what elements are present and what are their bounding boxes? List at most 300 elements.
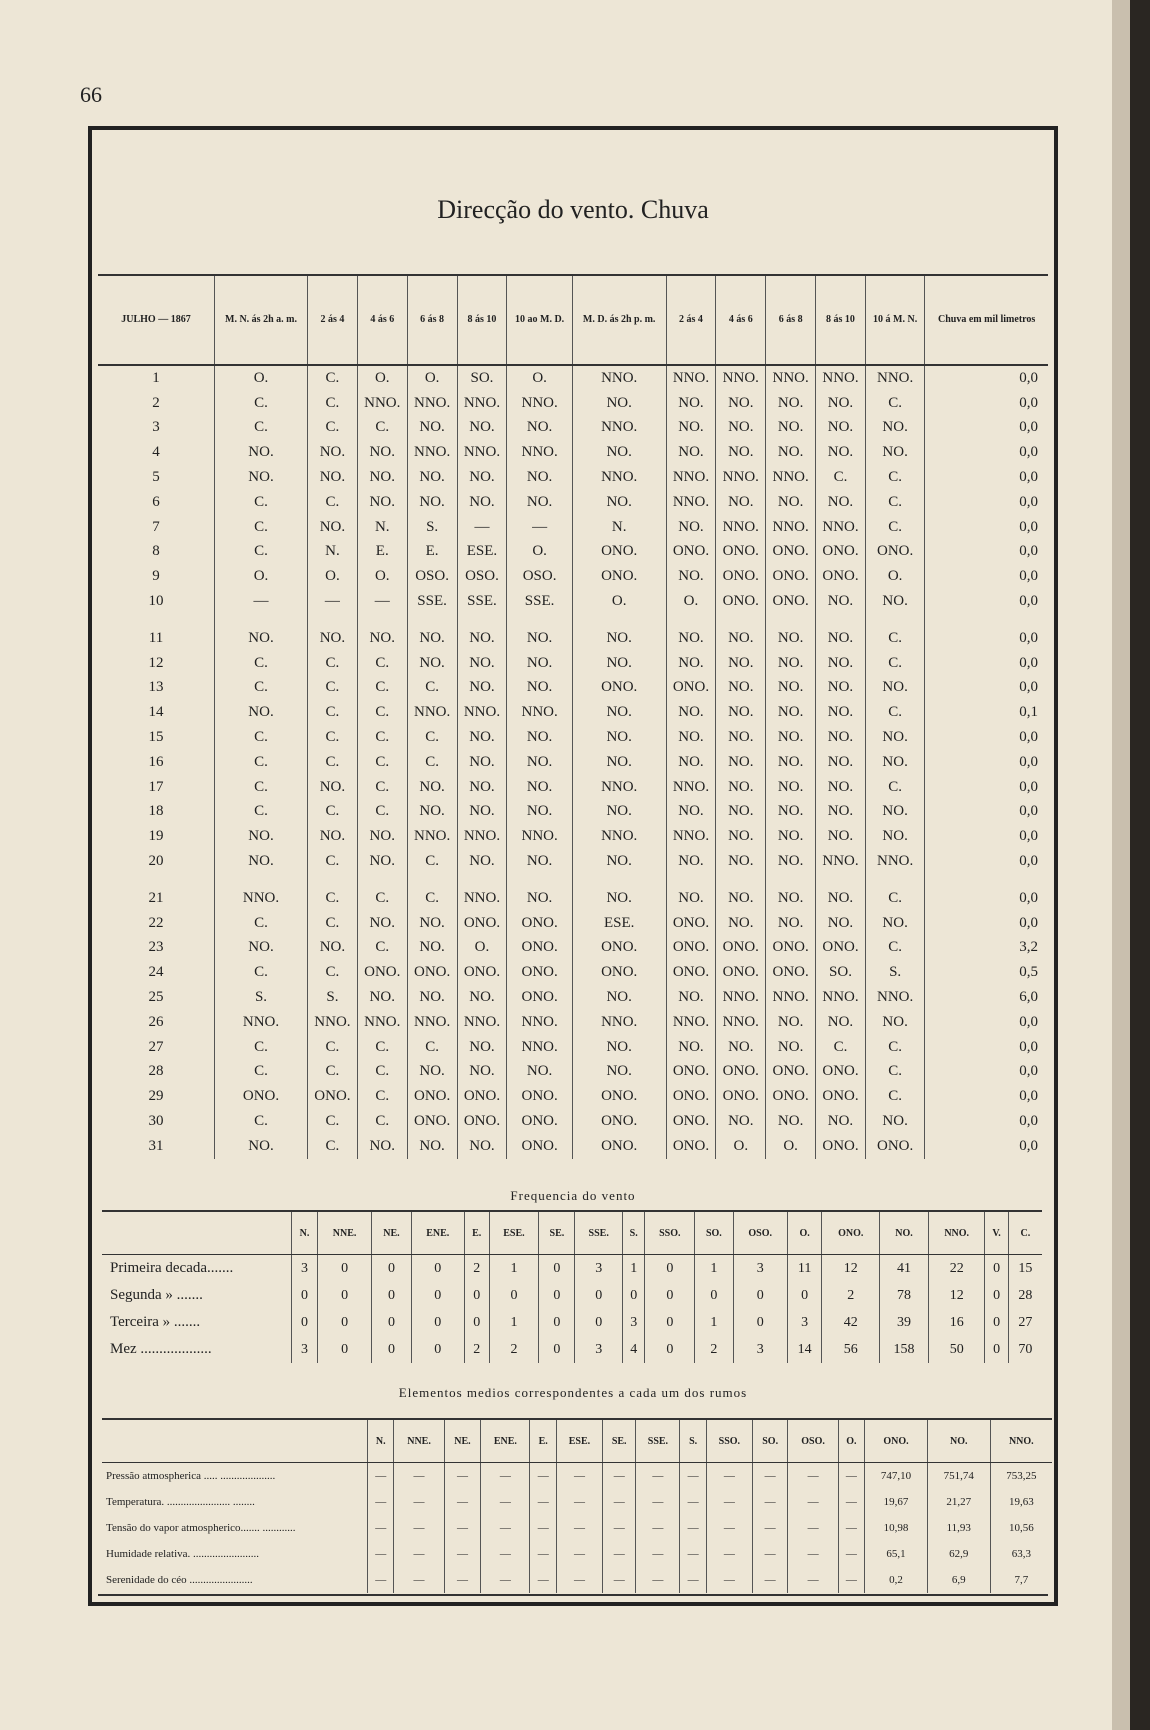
table-cell: NO.	[507, 775, 572, 800]
column-header: 2 ás 4	[666, 275, 716, 365]
table-cell: NO.	[357, 824, 407, 849]
table-cell: ONO.	[507, 1109, 572, 1134]
table-cell: NNO.	[457, 700, 507, 725]
table-cell: NO.	[816, 490, 866, 515]
table-cell: C.	[215, 1060, 308, 1085]
elements-cell: —	[394, 1567, 444, 1593]
table-cell: NO.	[716, 490, 766, 515]
table-frame	[88, 126, 1058, 1606]
elements-cell: —	[680, 1489, 706, 1515]
frequency-cell: 3	[292, 1336, 318, 1363]
table-cell: NO.	[407, 1134, 457, 1159]
table-cell: NO.	[766, 1010, 816, 1035]
elements-row	[102, 1541, 1052, 1567]
table-cell: C.	[308, 750, 358, 775]
table-cell: 0,0	[925, 564, 1048, 589]
elements-column-header: ENE.	[481, 1419, 530, 1463]
table-cell: ONO.	[407, 960, 457, 985]
table-cell: NO.	[865, 440, 924, 465]
day-cell: 7	[152, 518, 160, 535]
table-cell: C.	[357, 700, 407, 725]
frequency-cell: 0	[733, 1309, 787, 1336]
table-cell: ONO.	[457, 911, 507, 936]
table-cell: NO.	[572, 800, 666, 825]
table-cell: C.	[865, 700, 924, 725]
table-cell: C.	[357, 1109, 407, 1134]
table-cell: NO.	[766, 1035, 816, 1060]
frequency-column-header: SO.	[695, 1211, 733, 1255]
elements-cell: —	[706, 1567, 752, 1593]
table-cell: ONO.	[766, 1084, 816, 1109]
column-header: 2 ás 4	[308, 275, 358, 365]
frequency-cell: 0	[411, 1282, 464, 1309]
table-cell: ONO.	[507, 1084, 572, 1109]
elements-cell: —	[530, 1541, 556, 1567]
table-cell: NO.	[716, 1109, 766, 1134]
day-cell: 15	[148, 729, 164, 746]
day-cell: 22	[148, 914, 164, 931]
table-cell: O.	[457, 936, 507, 961]
table-cell: NNO.	[666, 365, 716, 391]
table-cell: O.	[666, 589, 716, 614]
table-cell: NO.	[666, 700, 716, 725]
frequency-title: Frequencia do vento	[510, 1188, 636, 1203]
elements-cell: —	[706, 1541, 752, 1567]
elements-cell: —	[680, 1515, 706, 1541]
table-cell: C.	[308, 874, 358, 911]
page-edge	[1112, 0, 1130, 1730]
elements-cell: 19,67	[865, 1489, 928, 1515]
frequency-cell: 0	[539, 1336, 575, 1363]
table-cell: C.	[816, 1035, 866, 1060]
elements-cell: —	[706, 1489, 752, 1515]
table-row	[98, 1109, 1048, 1134]
table-row	[98, 1010, 1048, 1035]
frequency-cell: 0	[489, 1282, 539, 1309]
frequency-corner	[102, 1211, 292, 1255]
table-header-row	[98, 275, 1048, 365]
table-cell: NNO.	[215, 874, 308, 911]
table-cell: NO.	[666, 874, 716, 911]
elements-cell: 6,9	[927, 1567, 990, 1593]
elements-cell: —	[368, 1567, 394, 1593]
table-cell: C.	[357, 651, 407, 676]
elements-row-label: Serenidade do céo .......................	[106, 1574, 253, 1586]
table-cell: ONO.	[865, 1134, 924, 1159]
frequency-cell: 1	[622, 1255, 645, 1283]
elements-column-header: NNE.	[394, 1419, 444, 1463]
table-cell: NO.	[716, 911, 766, 936]
table-row	[98, 700, 1048, 725]
table-cell: NO.	[457, 651, 507, 676]
elements-column-header: N.	[368, 1419, 394, 1463]
table-cell: NO.	[716, 849, 766, 874]
day-cell: 30	[148, 1113, 164, 1129]
elements-cell: —	[680, 1541, 706, 1567]
table-row	[98, 725, 1048, 750]
table-cell: ONO.	[865, 540, 924, 565]
table-cell: NO.	[816, 589, 866, 614]
table-cell: C.	[865, 465, 924, 490]
table-cell: NO.	[308, 465, 358, 490]
frequency-cell: 50	[928, 1336, 985, 1363]
table-cell: NO.	[816, 700, 866, 725]
table-cell: ESE.	[572, 911, 666, 936]
table-cell: ONO.	[666, 676, 716, 701]
frequency-cell: 2	[464, 1255, 489, 1283]
table-cell: C.	[816, 465, 866, 490]
table-cell: NO.	[816, 874, 866, 911]
elements-column-header: ONO.	[865, 1419, 928, 1463]
table-row	[98, 515, 1048, 540]
table-cell: NO.	[407, 800, 457, 825]
table-cell: 0,0	[925, 775, 1048, 800]
table-cell: OSO.	[507, 564, 572, 589]
day-cell: 31	[148, 1137, 164, 1154]
table-cell: NO.	[716, 874, 766, 911]
column-header: 10 á M. N.	[865, 275, 924, 365]
elements-row-label: Temperatura. ....................... ........	[106, 1496, 255, 1508]
frequency-cell: 0	[411, 1309, 464, 1336]
table-cell: NNO.	[572, 416, 666, 441]
table-cell: NNO.	[507, 440, 572, 465]
frequency-column-header: NO.	[880, 1211, 929, 1255]
frequency-cell: 0	[575, 1282, 622, 1309]
table-cell: O.	[865, 564, 924, 589]
table-cell: NO.	[816, 775, 866, 800]
elements-column-header: NE.	[444, 1419, 481, 1463]
table-cell: 0,0	[925, 1084, 1048, 1109]
table-cell: 0,0	[925, 391, 1048, 416]
table-cell: NO.	[572, 391, 666, 416]
day-cell: 29	[148, 1088, 164, 1105]
table-cell: NO.	[716, 700, 766, 725]
table-cell: NO.	[716, 750, 766, 775]
table-cell: 0,0	[925, 490, 1048, 515]
frequency-column-header: V.	[985, 1211, 1008, 1255]
table-cell: C.	[308, 391, 358, 416]
table-cell: C.	[865, 614, 924, 651]
elements-cell: —	[444, 1515, 481, 1541]
table-cell: ONO.	[716, 589, 766, 614]
elements-cell: —	[636, 1541, 680, 1567]
elements-cell: 7,7	[990, 1567, 1052, 1593]
table-cell: NO.	[816, 651, 866, 676]
elements-cell: —	[444, 1567, 481, 1593]
day-cell: 13	[148, 679, 164, 696]
table-cell: C.	[215, 960, 308, 985]
table-cell: NO.	[816, 391, 866, 416]
table-cell: O.	[357, 564, 407, 589]
table-cell: O.	[215, 365, 308, 391]
elements-cell: —	[394, 1489, 444, 1515]
elements-cell: —	[530, 1515, 556, 1541]
table-cell: NNO.	[766, 465, 816, 490]
table-cell: NO.	[865, 750, 924, 775]
table-cell: C.	[865, 391, 924, 416]
table-cell: C.	[215, 750, 308, 775]
table-cell: ONO.	[572, 1109, 666, 1134]
elements-cell: —	[788, 1463, 838, 1490]
table-cell: ONO.	[666, 1060, 716, 1085]
column-header: 10 ao M. D.	[507, 275, 572, 365]
frequency-cell: 12	[928, 1282, 985, 1309]
elements-cell: —	[636, 1489, 680, 1515]
table-cell: C.	[357, 750, 407, 775]
elements-cell: —	[530, 1489, 556, 1515]
elements-cell: —	[636, 1515, 680, 1541]
table-cell: C.	[357, 676, 407, 701]
elements-cell: —	[481, 1541, 530, 1567]
table-cell: NO.	[816, 440, 866, 465]
table-cell: NO.	[507, 750, 572, 775]
mean-elements-table	[102, 1418, 1052, 1593]
table-cell: 0,0	[925, 874, 1048, 911]
column-header: 8 ás 10	[457, 275, 507, 365]
frequency-cell: 2	[464, 1336, 489, 1363]
table-cell: ONO.	[766, 589, 816, 614]
column-header: 6 ás 8	[766, 275, 816, 365]
elements-cell: —	[368, 1541, 394, 1567]
elements-column-header: SE.	[602, 1419, 635, 1463]
elements-cell: —	[752, 1541, 788, 1567]
elements-corner	[102, 1419, 368, 1463]
table-cell: C.	[308, 849, 358, 874]
frequency-cell: 0	[645, 1282, 695, 1309]
day-cell: 16	[148, 753, 164, 770]
table-cell: NO.	[716, 651, 766, 676]
table-cell: 0,0	[925, 849, 1048, 874]
frequency-cell: 12	[822, 1255, 880, 1283]
table-cell: ONO.	[457, 1084, 507, 1109]
table-cell: NO.	[766, 911, 816, 936]
table-cell: ONO.	[816, 1084, 866, 1109]
table-cell: NO.	[816, 1109, 866, 1134]
frequency-column-header: NNE.	[317, 1211, 371, 1255]
frequency-cell: 2	[695, 1336, 733, 1363]
elements-column-header: ESE.	[556, 1419, 602, 1463]
table-cell: NO.	[816, 614, 866, 651]
table-cell: NO.	[507, 465, 572, 490]
table-cell: NO.	[407, 490, 457, 515]
day-cell: 10	[148, 593, 164, 610]
table-cell: S.	[215, 985, 308, 1010]
table-cell: NO.	[716, 775, 766, 800]
table-cell: NO.	[572, 651, 666, 676]
table-cell: NO.	[457, 985, 507, 1010]
table-cell: ONO.	[666, 1084, 716, 1109]
elements-cell: —	[481, 1567, 530, 1593]
frequency-cell: 1	[489, 1309, 539, 1336]
table-cell: NO.	[507, 614, 572, 651]
elements-cell: —	[444, 1489, 481, 1515]
frequency-cell: 0	[372, 1282, 412, 1309]
table-cell: NO.	[572, 725, 666, 750]
table-cell: NO.	[457, 1134, 507, 1159]
elements-row	[102, 1567, 1052, 1593]
table-cell: NNO.	[507, 824, 572, 849]
frequency-column-header: NE.	[372, 1211, 412, 1255]
table-row	[98, 775, 1048, 800]
frequency-row	[102, 1255, 1042, 1283]
elements-cell: 0,2	[865, 1567, 928, 1593]
elements-cell: —	[838, 1489, 864, 1515]
frequency-cell: 16	[928, 1309, 985, 1336]
table-cell: NO.	[215, 440, 308, 465]
table-cell: C.	[308, 1035, 358, 1060]
table-cell: NO.	[357, 1134, 407, 1159]
table-cell: NO.	[308, 614, 358, 651]
table-cell: NNO.	[507, 1035, 572, 1060]
elements-cell: —	[788, 1489, 838, 1515]
table-cell: ONO.	[572, 676, 666, 701]
table-row	[98, 391, 1048, 416]
elements-cell: —	[752, 1515, 788, 1541]
elements-cell: —	[556, 1463, 602, 1490]
table-cell: NNO.	[816, 365, 866, 391]
frequency-cell: 14	[787, 1336, 822, 1363]
table-cell: NO.	[666, 651, 716, 676]
frequency-cell: 0	[622, 1282, 645, 1309]
column-header: Chuva em mil limetros	[925, 275, 1048, 365]
table-cell: NNO.	[457, 1010, 507, 1035]
table-cell: C.	[357, 800, 407, 825]
elements-cell: —	[788, 1541, 838, 1567]
frequency-cell: 0	[317, 1255, 371, 1283]
day-cell: 21	[148, 889, 164, 906]
elements-cell: —	[556, 1515, 602, 1541]
table-cell: NO.	[407, 416, 457, 441]
table-cell: ONO.	[572, 1134, 666, 1159]
table-cell: 0,0	[925, 515, 1048, 540]
table-cell: NO.	[865, 589, 924, 614]
table-cell: NNO.	[816, 985, 866, 1010]
table-cell: C.	[407, 874, 457, 911]
table-cell: 0,1	[925, 700, 1048, 725]
table-cell: C.	[357, 725, 407, 750]
day-cell: 17	[148, 778, 164, 795]
elements-cell: —	[788, 1515, 838, 1541]
table-row	[98, 849, 1048, 874]
table-cell: NNO.	[215, 1010, 308, 1035]
table-cell: S.	[865, 960, 924, 985]
table-cell: NO.	[572, 490, 666, 515]
frequency-cell: 42	[822, 1309, 880, 1336]
table-cell: ONO.	[816, 936, 866, 961]
table-row	[98, 824, 1048, 849]
table-cell: NO.	[507, 800, 572, 825]
table-cell: NNO.	[572, 775, 666, 800]
table-cell: NO.	[865, 676, 924, 701]
table-cell: NO.	[357, 911, 407, 936]
table-cell: NNO.	[572, 824, 666, 849]
elements-row-label: Tensão do vapor atmospherico....... ............	[106, 1522, 296, 1534]
day-cell: 8	[152, 543, 160, 560]
table-cell: NO.	[407, 911, 457, 936]
table-cell: C.	[865, 515, 924, 540]
table-cell: NO.	[457, 775, 507, 800]
table-cell: NO.	[816, 1010, 866, 1035]
table-cell: ONO.	[666, 960, 716, 985]
elements-cell: —	[481, 1515, 530, 1541]
table-cell: C.	[308, 365, 358, 391]
frequency-cell: 2	[822, 1282, 880, 1309]
frequency-cell: 0	[411, 1255, 464, 1283]
elements-cell: —	[394, 1463, 444, 1490]
table-cell: NO.	[357, 465, 407, 490]
table-cell: NO.	[766, 750, 816, 775]
table-cell: NO.	[816, 725, 866, 750]
frequency-cell: 0	[464, 1282, 489, 1309]
table-cell: NNO.	[716, 465, 766, 490]
table-cell: ONO.	[666, 1109, 716, 1134]
table-cell: 0,0	[925, 1010, 1048, 1035]
table-cell: NO.	[215, 1134, 308, 1159]
frequency-header-row	[102, 1211, 1042, 1255]
table-cell: NO.	[716, 800, 766, 825]
frequency-cell: 39	[880, 1309, 929, 1336]
table-cell: ONO.	[308, 1084, 358, 1109]
frequency-cell: 27	[1008, 1309, 1042, 1336]
table-row	[98, 651, 1048, 676]
table-cell: NNO.	[357, 391, 407, 416]
table-cell: ONO.	[716, 936, 766, 961]
table-row	[98, 465, 1048, 490]
table-cell: NO.	[308, 515, 358, 540]
table-cell: ONO.	[407, 1109, 457, 1134]
table-cell: NNO.	[357, 1010, 407, 1035]
elements-cell: 63,3	[990, 1541, 1052, 1567]
frequency-cell: 0	[695, 1282, 733, 1309]
table-cell: NO.	[357, 849, 407, 874]
table-row	[98, 800, 1048, 825]
table-cell: NO.	[457, 490, 507, 515]
table-cell: C.	[407, 849, 457, 874]
frequency-cell: 0	[464, 1309, 489, 1336]
frequency-cell: 56	[822, 1336, 880, 1363]
frequency-cell: 0	[317, 1309, 371, 1336]
table-cell: C.	[357, 1035, 407, 1060]
table-cell: NO.	[215, 614, 308, 651]
table-cell: NO.	[572, 1035, 666, 1060]
elements-column-header: SSE.	[636, 1419, 680, 1463]
table-cell: C.	[308, 651, 358, 676]
table-cell: NO.	[865, 800, 924, 825]
table-cell: —	[308, 589, 358, 614]
table-cell: NO.	[716, 614, 766, 651]
table-cell: NNO.	[766, 515, 816, 540]
elements-cell: —	[556, 1567, 602, 1593]
table-row	[98, 614, 1048, 651]
table-cell: —	[507, 515, 572, 540]
elements-cell: —	[752, 1489, 788, 1515]
table-cell: O.	[507, 540, 572, 565]
frequency-row-label: Primeira decada.......	[110, 1260, 234, 1276]
table-cell: NO.	[666, 750, 716, 775]
table-cell: NNO.	[457, 824, 507, 849]
elements-title: Elementos medios correspondentes a cada um dos rumos	[398, 1385, 748, 1400]
frequency-cell: 3	[787, 1309, 822, 1336]
table-cell: ONO.	[572, 960, 666, 985]
table-cell: NO.	[308, 824, 358, 849]
table-cell: NNO.	[572, 465, 666, 490]
day-cell: 6	[152, 493, 160, 510]
table-cell: NO.	[865, 1010, 924, 1035]
elements-column-header: NNO.	[990, 1419, 1052, 1463]
table-cell: ONO.	[816, 1060, 866, 1085]
table-cell: NO.	[457, 849, 507, 874]
table-cell: NO.	[457, 416, 507, 441]
